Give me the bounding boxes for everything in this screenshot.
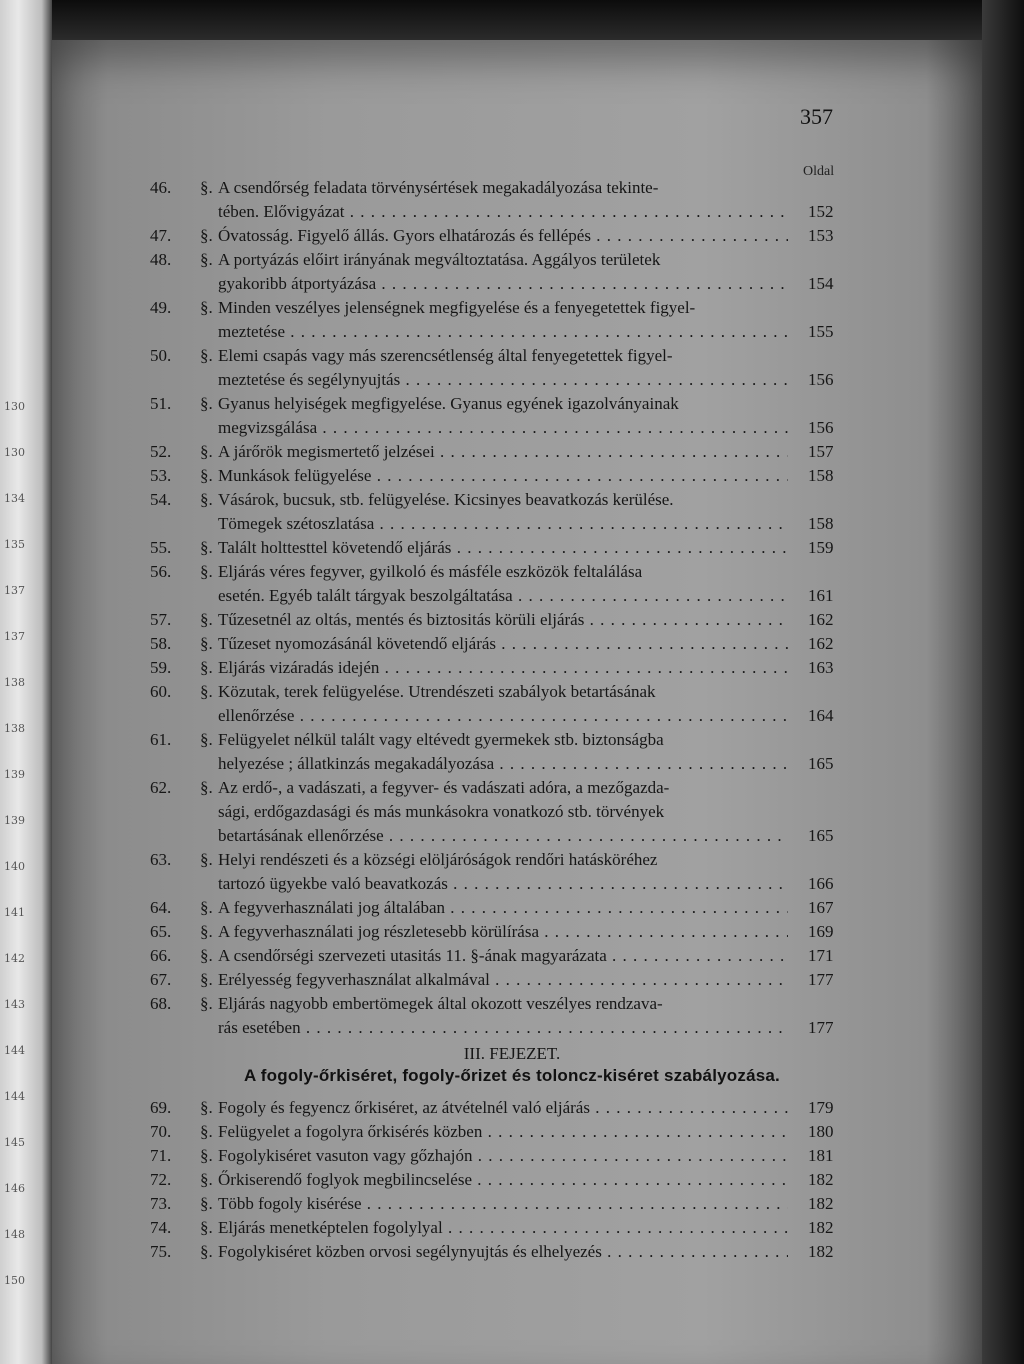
entry-page: 164 [808,706,834,725]
section-sign: §. [200,682,213,701]
toc-entry [150,896,850,920]
entry-title: Óvatosság. Figyelő állás. Gyors elhatározás és fellépés . . . [218,224,788,248]
entry-page: 171 [808,946,834,965]
entry-title-continued: tartozó ügyekbe való beavatkozás . . . [218,872,788,896]
entry-title: Talált holttesttel követendő eljárás . . . [218,536,788,560]
section-sign: §. [200,1218,213,1237]
margin-number: 143 [4,998,25,1011]
entry-number: 50. [150,346,172,365]
entry-title: Tűzesetnél az oltás, mentés és biztositás körüli eljárás . . . [218,608,788,632]
entry-number: 73. [150,1194,172,1213]
entry-title-continued: esetén. Egyéb talált tárgyak beszolgáltatása . . . [218,584,788,608]
toc-entry [150,728,850,752]
entry-page: 162 [808,610,834,629]
entry-page: 162 [808,634,834,653]
entry-page: 154 [808,274,834,293]
entry-title-continued: rás esetében . . . [218,1016,788,1040]
section-sign: §. [200,1194,213,1213]
section-sign: §. [200,538,213,557]
margin-number: 138 [4,676,25,689]
section-sign: §. [200,250,213,269]
toc-entry-continuation [150,512,850,536]
margin-number: 138 [4,722,25,735]
entry-page: 165 [808,826,834,845]
section-sign: §. [200,610,213,629]
margin-number: 144 [4,1090,25,1103]
entry-page: 182 [808,1218,834,1237]
entry-title-continued: meztetése . . . [218,320,788,344]
entry-title: Erélyesség fegyverhasználat alkalmával . . . [218,968,788,992]
margin-number: 134 [4,492,25,505]
entry-page: 182 [808,1194,834,1213]
entry-number: 66. [150,946,172,965]
entry-number: 46. [150,178,172,197]
entry-number: 53. [150,466,172,485]
section-sign: §. [200,778,213,797]
page-column-header: Oldal [803,164,835,179]
entry-number: 62. [150,778,172,797]
toc-entry [150,920,850,944]
section-sign: §. [200,970,213,989]
entry-number: 58. [150,634,172,653]
entry-number: 64. [150,898,172,917]
toc-entry-continuation [150,272,850,296]
entry-page: 165 [808,754,834,773]
entry-title-continued: sági, erdőgazdasági és más munkásokra vonatkozó stb. törvények [218,802,665,821]
entry-number: 54. [150,490,172,509]
entry-title: A fegyverhasználati jog részletesebb körülírása . . . [218,920,788,944]
margin-number: 146 [4,1182,25,1195]
toc-entry [150,968,850,992]
section-sign: §. [200,922,213,941]
section-sign: §. [200,850,213,869]
toc-entry-continuation [150,824,850,848]
entry-page: 155 [808,322,834,341]
entry-page: 156 [808,418,834,437]
entry-page: 182 [808,1242,834,1261]
entry-title: Elemi csapás vagy más szerencsétlenség által fenyegetettek figyel- [218,346,673,365]
toc-entry [150,1168,850,1192]
entry-page: 182 [808,1170,834,1189]
entry-title: Tűzeset nyomozásánál követendő eljárás . . . [218,632,788,656]
entry-page: 179 [808,1098,834,1117]
section-sign: §. [200,178,213,197]
entry-page: 158 [808,514,834,533]
entry-page: 177 [808,970,834,989]
entry-number: 70. [150,1122,172,1141]
toc-entry-continuation [150,800,850,824]
entry-number: 71. [150,1146,172,1165]
entry-title: Eljárás vizáradás idején . . . [218,656,788,680]
entry-number: 52. [150,442,172,461]
toc-entry-continuation [150,704,850,728]
section-sign: §. [200,1146,213,1165]
toc-entry [150,776,850,800]
toc-entry [150,944,850,968]
section-sign: §. [200,634,213,653]
margin-number: 148 [4,1228,25,1241]
toc-entry [150,344,850,368]
entry-number: 63. [150,850,172,869]
toc-entry-continuation [150,1016,850,1040]
margin-number: 140 [4,860,25,873]
entry-title: Őrkiserendő foglyok megbilincselése . . . [218,1168,788,1192]
entry-title: Eljárás menetképtelen fogolylyal . . . [218,1216,788,1240]
toc-entry-continuation [150,752,850,776]
entry-page: 159 [808,538,834,557]
entry-page: 167 [808,898,834,917]
entry-number: 48. [150,250,172,269]
toc-entry-continuation [150,320,850,344]
entry-number: 59. [150,658,172,677]
toc-entry-continuation [150,416,850,440]
toc-entry [150,632,850,656]
section-sign: §. [200,658,213,677]
entry-number: 51. [150,394,172,413]
margin-number: 130 [4,446,25,459]
toc-entry [150,680,850,704]
section-sign: §. [200,1098,213,1117]
margin-number: 130 [4,400,25,413]
entry-page: 163 [808,658,834,677]
entry-title: Fogoly és fegyencz őrkiséret, az átvételnél való eljárás . . . [218,1096,788,1120]
entry-title: Munkások felügyelése . . . [218,464,788,488]
entry-title: Eljárás véres fegyver, gyilkoló és másféle eszközök feltalálása [218,562,643,581]
margin-number: 144 [4,1044,25,1057]
entry-number: 68. [150,994,172,1013]
toc-entry [150,1192,850,1216]
entry-title: Közutak, terek felügyelése. Utrendészeti szabályok betartásának [218,682,656,701]
entry-title-continued: meztetése és segélynyujtás . . . [218,368,788,392]
entry-number: 55. [150,538,172,557]
entry-title: Az erdő-, a vadászati, a fegyver- és vadászati adóra, a mezőgazda- [218,778,670,797]
section-sign: §. [200,1170,213,1189]
entry-page: 157 [808,442,834,461]
section-sign: §. [200,442,213,461]
entry-title: A portyázás előirt irányának megváltoztatása. Aggályos területek [218,250,661,269]
entry-page: 158 [808,466,834,485]
toc-entry [150,1120,850,1144]
margin-number: 150 [4,1274,25,1287]
chapter-heading: III. FEJEZET. [463,1044,561,1063]
toc-entry [150,1216,850,1240]
toc-entry [150,224,850,248]
entry-number: 67. [150,970,172,989]
entry-title: A fegyverhasználati jog általában . . . [218,896,788,920]
margin-number: 137 [4,584,25,597]
entry-title: A csendőrségi szervezeti utasitás 11. §-ának magyarázata . . . [218,944,788,968]
margin-number: 139 [4,768,25,781]
toc-entry [150,608,850,632]
entry-page: 169 [808,922,834,941]
entry-title-continued: helyezése ; állatkinzás megakadályozása . . . [218,752,788,776]
section-sign: §. [200,490,213,509]
toc-entry-continuation [150,200,850,224]
toc-entry [150,656,850,680]
toc-entry [150,848,850,872]
entry-number: 72. [150,1170,172,1189]
toc-entry-continuation [150,872,850,896]
toc-entry [150,440,850,464]
entry-number: 61. [150,730,172,749]
toc-entry-continuation [150,368,850,392]
section-sign: §. [200,1242,213,1261]
entry-title: Vásárok, bucsuk, stb. felügyelése. Kicsinyes beavatkozás kerülése. [218,490,674,509]
entry-page: 180 [808,1122,834,1141]
toc-entry [150,176,850,200]
toc-entry [150,1144,850,1168]
section-sign: §. [200,1122,213,1141]
toc-entry [150,560,850,584]
entry-title: Felügyelet nélkül talált vagy eltévedt gyermekek stb. biztonságba [218,730,664,749]
entry-page: 166 [808,874,834,893]
entry-title: Felügyelet a fogolyra őrkisérés közben . . . [218,1120,788,1144]
entry-number: 57. [150,610,172,629]
toc-entry [150,464,850,488]
entry-title: A csendőrség feladata törvénysértések megakadályozása tekinte- [218,178,659,197]
entry-page: 152 [808,202,834,221]
toc-entry [150,992,850,1016]
toc-entry [150,536,850,560]
entry-number: 47. [150,226,172,245]
toc-entry [150,1240,850,1264]
section-sign: §. [200,394,213,413]
margin-number: 141 [4,906,25,919]
entry-page: 153 [808,226,834,245]
entry-page: 161 [808,586,834,605]
entry-title: Helyi rendészeti és a községi elöljáróságok rendőri hatásköréhez [218,850,658,869]
entry-number: 69. [150,1098,172,1117]
margin-number: 137 [4,630,25,643]
entry-title-continued: tében. Elővigyázat . . . [218,200,788,224]
entry-number: 65. [150,922,172,941]
entry-page: 177 [808,1018,834,1037]
entry-title: A járőrök megismertető jelzései . . . [218,440,788,464]
entry-number: 49. [150,298,172,317]
section-sign: §. [200,730,213,749]
margin-number: 145 [4,1136,25,1149]
toc-entry [150,248,850,272]
entry-number: 60. [150,682,172,701]
entry-title: Fogolykiséret vasuton vagy gőzhajón . . . [218,1144,788,1168]
entry-number: 75. [150,1242,172,1261]
section-sign: §. [200,226,213,245]
chapter-title: A fogoly-őrkiséret, fogoly-őrizet és toloncz-kiséret szabályozása. [244,1066,780,1085]
entry-title: Gyanus helyiségek megfigyelése. Gyanus egyének igazolványainak [218,394,679,413]
section-sign: §. [200,994,213,1013]
entry-title-continued: gyakoribb átportyázása . . . [218,272,788,296]
entry-title: Eljárás nagyobb embertömegek által okozott veszélyes rendzava- [218,994,663,1013]
entry-number: 56. [150,562,172,581]
section-sign: §. [200,466,213,485]
entry-title: Minden veszélyes jelenségnek megfigyelése és a fenyegetettek figyel- [218,298,696,317]
toc-entry-continuation [150,584,850,608]
section-sign: §. [200,898,213,917]
entry-page: 156 [808,370,834,389]
entry-title-continued: betartásának ellenőrzése . . . [218,824,788,848]
toc-entry [150,296,850,320]
entry-title-continued: ellenőrzése . . . [218,704,788,728]
margin-number: 142 [4,952,25,965]
entry-page: 181 [808,1146,834,1165]
toc-entry [150,1096,850,1120]
section-sign: §. [200,946,213,965]
entry-title: Fogolykiséret közben orvosi segélynyujtás és elhelyezés . . . [218,1240,788,1264]
section-sign: §. [200,298,213,317]
entry-title-continued: Tömegek szétoszlatása . . . [218,512,788,536]
margin-number: 139 [4,814,25,827]
toc-entry [150,392,850,416]
toc-entry [150,488,850,512]
entry-number: 74. [150,1218,172,1237]
page-number: 357 [800,104,833,129]
entry-title-continued: megvizsgálása . . . [218,416,788,440]
section-sign: §. [200,562,213,581]
margin-number: 135 [4,538,25,551]
section-sign: §. [200,346,213,365]
entry-title: Több fogoly kisérése . . . [218,1192,788,1216]
